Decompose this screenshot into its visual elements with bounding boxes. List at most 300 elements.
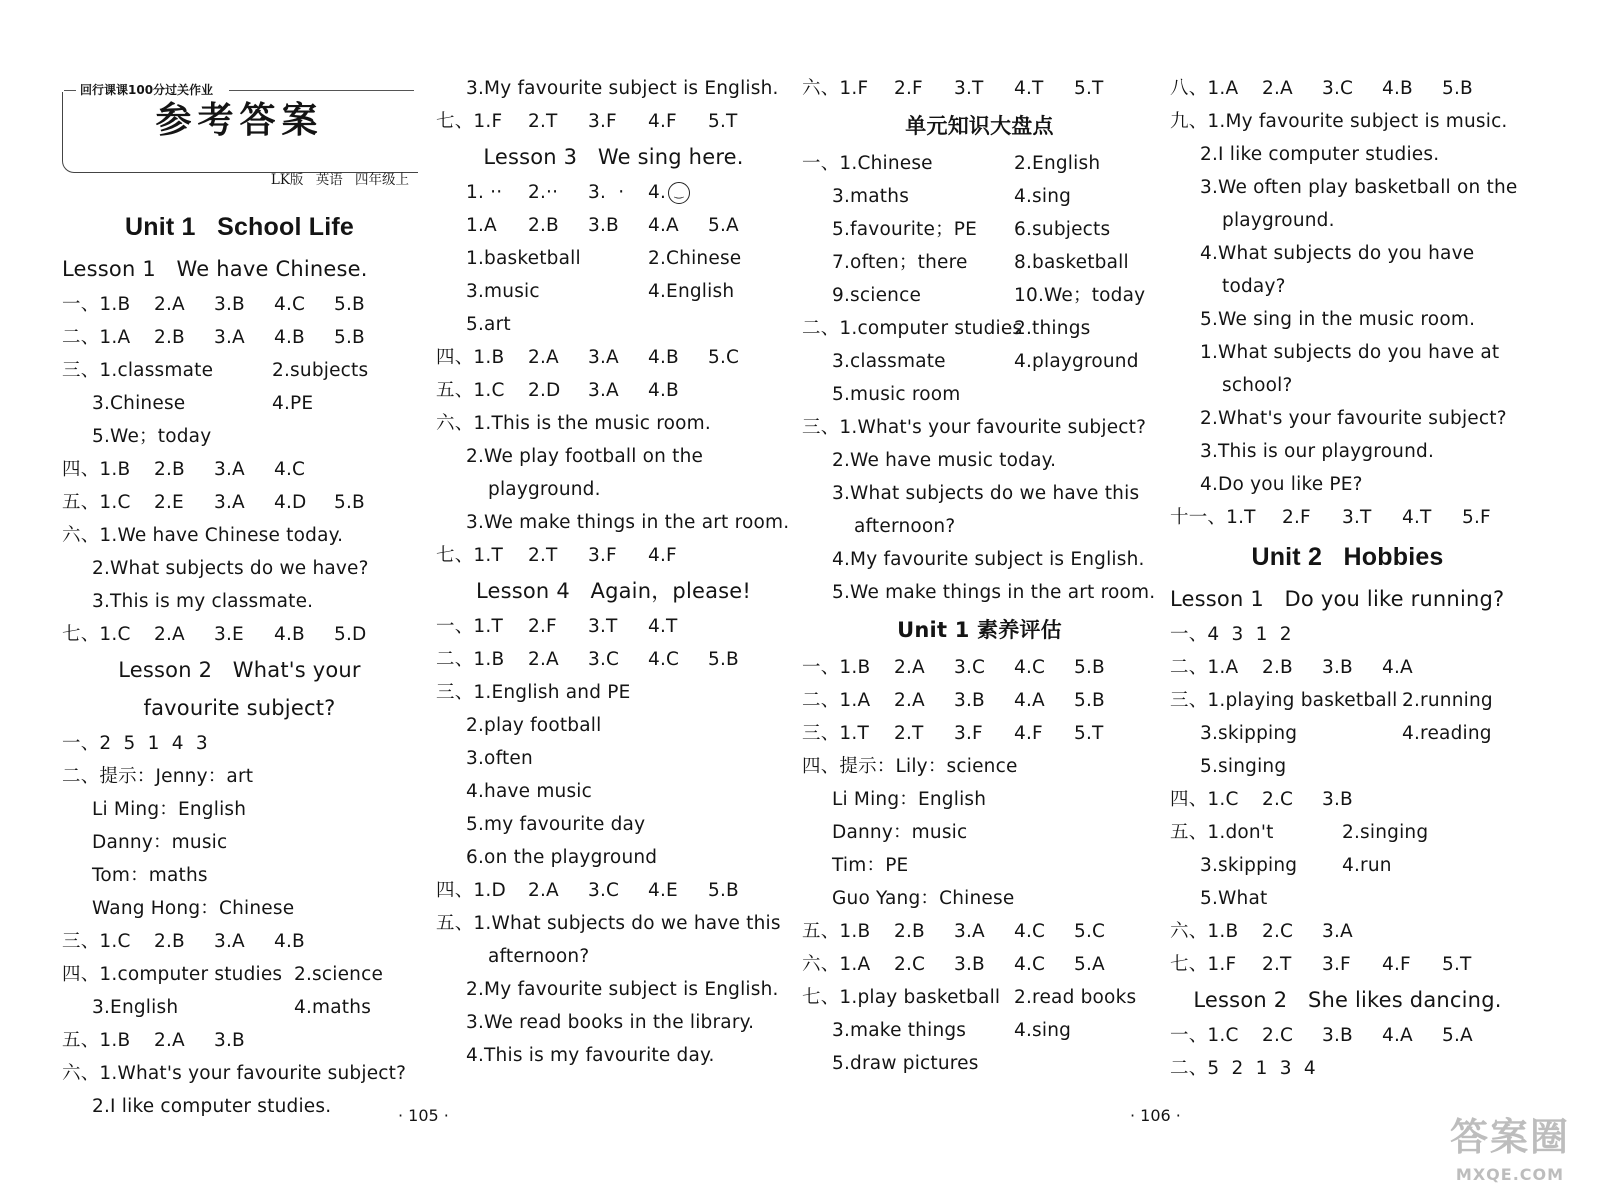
answer-item: 1. ·· xyxy=(466,182,509,203)
answer-item: 4.B xyxy=(274,327,305,348)
answer-line xyxy=(62,925,417,958)
answer-item: 3.A xyxy=(588,347,619,368)
unit-heading xyxy=(62,204,417,250)
answer-line xyxy=(1170,171,1525,204)
answer-line xyxy=(1170,72,1525,105)
answer-item: 3.F xyxy=(954,723,983,744)
answer-item: 4.reading xyxy=(1402,723,1492,744)
answer-item: 四、1.computer studies xyxy=(62,964,283,985)
answer-line xyxy=(802,1047,1157,1080)
answer-item: 二、1.B xyxy=(436,649,505,670)
answer-item: 2.English xyxy=(1014,153,1101,174)
answer-line xyxy=(1170,105,1525,138)
answer-line xyxy=(1170,270,1525,303)
answer-line xyxy=(1170,204,1525,237)
answer-item: 5.A xyxy=(1442,1025,1473,1046)
answer-line xyxy=(62,892,417,925)
answer-line xyxy=(802,213,1157,246)
lesson-heading xyxy=(1170,580,1525,618)
answer-item: 4.sing xyxy=(1014,186,1072,207)
lesson-heading xyxy=(436,572,791,610)
answer-item: 2.T xyxy=(1262,954,1292,975)
answer-line xyxy=(802,477,1157,510)
answer-item: 4.A xyxy=(1014,690,1045,711)
answer-line xyxy=(802,651,1157,684)
smiley-face-icon: ‿ xyxy=(668,182,690,204)
answer-item: 三、1.classmate xyxy=(62,360,214,381)
answer-item: 5.D xyxy=(334,624,367,645)
answer-item: 2.What subjects do we have? xyxy=(92,558,369,579)
answer-item: 2.B xyxy=(154,931,185,952)
heading-text: Unit 2 Hobbies xyxy=(1251,543,1444,571)
answer-line xyxy=(1170,1019,1525,1052)
answer-item: 5.F xyxy=(1462,507,1491,528)
answer-item: 3.A xyxy=(214,327,245,348)
answer-item: 2.I like computer studies. xyxy=(1200,144,1440,165)
answer-item: today? xyxy=(1222,276,1286,297)
answer-item: 五、1.C xyxy=(62,492,131,513)
answer-item: 二、1.A xyxy=(62,327,131,348)
answer-item: 5.music room xyxy=(832,384,961,405)
answer-item: 3.E xyxy=(214,624,244,645)
answer-item: 3.This is our playground. xyxy=(1200,441,1435,462)
answer-item: 2.What's your favourite subject? xyxy=(1200,408,1507,429)
answer-line xyxy=(1170,651,1525,684)
answer-item: 2.A xyxy=(1262,78,1293,99)
edition-subtitle: LK版 英语 四年级上 xyxy=(270,172,409,188)
answer-item: 四、1.B xyxy=(62,459,131,480)
answer-item: 五、1.What subjects do we have this xyxy=(436,913,781,934)
answer-line xyxy=(1170,684,1525,717)
answer-item: 2.A xyxy=(154,624,185,645)
answer-line xyxy=(436,676,791,709)
answer-item: 一、4 3 1 2 xyxy=(1170,624,1292,645)
answer-line xyxy=(436,72,791,105)
column-lines xyxy=(1170,72,1525,1085)
answer-line xyxy=(1170,750,1525,783)
answer-item: 5.What xyxy=(1200,888,1268,909)
answer-item: 10.We；today xyxy=(1014,285,1146,306)
answer-item: 4.A xyxy=(1382,1025,1413,1046)
answer-item: 4.F xyxy=(648,111,677,132)
answer-item: 一、1.C xyxy=(1170,1025,1239,1046)
answer-column-3 xyxy=(802,72,1157,1080)
answer-item: 七、1.C xyxy=(62,624,131,645)
answer-line xyxy=(436,473,791,506)
answer-item: 3.make things xyxy=(832,1020,967,1041)
answer-item: playground. xyxy=(488,479,601,500)
answer-line xyxy=(1170,783,1525,816)
answer-line xyxy=(802,246,1157,279)
answer-item: 2.B xyxy=(154,327,185,348)
answer-item: 4.C xyxy=(274,294,306,315)
answer-item: 3.English xyxy=(92,997,179,1018)
answer-item: 2.A xyxy=(528,880,559,901)
answer-item: 3.C xyxy=(588,880,620,901)
answer-line xyxy=(802,576,1157,609)
answer-line xyxy=(802,411,1157,444)
answer-item: 2.read books xyxy=(1014,987,1137,1008)
answer-line xyxy=(1170,948,1525,981)
answer-column-1 xyxy=(62,72,417,1123)
answer-item: 3.T xyxy=(588,616,618,637)
answer-item: 2.We play football on the xyxy=(466,446,704,467)
answer-item: 1.A xyxy=(466,215,497,236)
answer-item: 二、1.A xyxy=(1170,657,1239,678)
answer-item: 4.C xyxy=(274,459,306,480)
answer-line xyxy=(436,973,791,1006)
answer-line xyxy=(802,543,1157,576)
answer-item: 五、1.B xyxy=(62,1030,131,1051)
answer-item: 5.C xyxy=(1074,921,1106,942)
answer-line xyxy=(1170,618,1525,651)
answer-line xyxy=(802,444,1157,477)
answer-line xyxy=(802,684,1157,717)
answer-line xyxy=(1170,717,1525,750)
answer-key-header xyxy=(62,72,417,204)
answer-line xyxy=(1170,369,1525,402)
answer-line xyxy=(62,1057,417,1090)
answer-line xyxy=(802,816,1157,849)
answer-item: 3.B xyxy=(1322,657,1353,678)
answer-line xyxy=(436,610,791,643)
answer-line xyxy=(62,519,417,552)
answer-line xyxy=(436,341,791,374)
answer-item: 七、1.F xyxy=(436,111,503,132)
answer-item: 二、1.A xyxy=(802,690,871,711)
answer-item: 三、1.C xyxy=(62,931,131,952)
answer-item: school? xyxy=(1222,375,1293,396)
answer-item: 四、提示：Lily：science xyxy=(802,756,1018,777)
answer-item: 2.B xyxy=(1262,657,1293,678)
answer-item: 5.singing xyxy=(1200,756,1287,777)
answer-item: 4.sing xyxy=(1014,1020,1072,1041)
answer-item: 5.We sing in the music room. xyxy=(1200,309,1476,330)
lesson-heading xyxy=(62,689,417,727)
answer-item: Li Ming：English xyxy=(92,799,247,820)
unit-heading xyxy=(1170,534,1525,580)
answer-item: 4.What subjects do you have xyxy=(1200,243,1475,264)
answer-item: afternoon? xyxy=(488,946,590,967)
answer-item: 八、1.A xyxy=(1170,78,1239,99)
answer-line xyxy=(62,552,417,585)
heading-text: 单元知识大盘点 xyxy=(905,114,1054,138)
answer-item: 3.What subjects do we have this xyxy=(832,483,1140,504)
lesson-heading xyxy=(1170,981,1525,1019)
answer-item: 2.running xyxy=(1402,690,1493,711)
answer-item: 3.Chinese xyxy=(92,393,186,414)
heading-text: Unit 1 素养评估 xyxy=(897,618,1062,642)
answer-item: 3.T xyxy=(1342,507,1372,528)
answer-item: 4.B xyxy=(648,380,679,401)
answer-item: 7.often；there xyxy=(832,252,968,273)
answer-line xyxy=(436,742,791,775)
answer-line xyxy=(436,874,791,907)
answer-item: 5.T xyxy=(1442,954,1472,975)
answer-item: 5.A xyxy=(708,215,739,236)
heading-text: Lesson 3 We sing here. xyxy=(483,145,744,169)
answer-item: 3.This is my classmate. xyxy=(92,591,314,612)
answer-item: 4. ‿ xyxy=(648,176,690,209)
page-title: 参考答案 xyxy=(155,99,324,141)
answer-item: 5.T xyxy=(708,111,738,132)
answer-item: 5.B xyxy=(334,294,365,315)
answer-line xyxy=(802,882,1157,915)
answer-item: 3.A xyxy=(954,921,985,942)
answer-item: 六、1.B xyxy=(1170,921,1239,942)
answer-item: 5.draw pictures xyxy=(832,1053,979,1074)
answer-item: 六、1.This is the music room. xyxy=(436,413,711,434)
answer-item: 4.Do you like PE? xyxy=(1200,474,1363,495)
heading-text: Lesson 1 Do you like running? xyxy=(1170,587,1505,611)
answer-item: 9.science xyxy=(832,285,922,306)
answer-item: 5.favourite；PE xyxy=(832,219,978,240)
answer-line xyxy=(62,826,417,859)
answer-line xyxy=(62,354,417,387)
answer-item: 一、1.Chinese xyxy=(802,153,933,174)
answer-item: 4.English xyxy=(648,281,735,302)
answer-item: 5.We；today xyxy=(92,426,212,447)
answer-line xyxy=(436,506,791,539)
answer-item: 2.A xyxy=(528,347,559,368)
section-heading xyxy=(802,609,1157,651)
answer-line xyxy=(1170,501,1525,534)
answer-item: 2.science xyxy=(294,964,384,985)
answer-line xyxy=(1170,138,1525,171)
answer-item: 二、1.computer studies xyxy=(802,318,1023,339)
answer-item: 六、1.A xyxy=(802,954,871,975)
answer-line xyxy=(62,420,417,453)
answer-item: 四、1.C xyxy=(1170,789,1239,810)
answer-line xyxy=(802,915,1157,948)
answer-line xyxy=(1170,1052,1525,1085)
answer-item: 七、1.F xyxy=(1170,954,1237,975)
answer-item: 3.F xyxy=(1322,954,1351,975)
lesson-heading xyxy=(62,651,417,689)
answer-item: 4.A xyxy=(1382,657,1413,678)
answer-item: 2.Chinese xyxy=(648,248,742,269)
answer-item: 3.We read books in the library. xyxy=(466,1012,755,1033)
answer-line xyxy=(436,775,791,808)
answer-item: 4.B xyxy=(1382,78,1413,99)
answer-item: 6.subjects xyxy=(1014,219,1111,240)
answer-item: 5.B xyxy=(1074,657,1105,678)
answer-line xyxy=(436,841,791,874)
answer-line xyxy=(802,717,1157,750)
answer-item: 九、1.My favourite subject is music. xyxy=(1170,111,1508,132)
answer-item: 3.F xyxy=(588,545,617,566)
answer-item: 2.A xyxy=(154,1030,185,1051)
answer-item: 5.B xyxy=(1442,78,1473,99)
answer-line xyxy=(1170,237,1525,270)
heading-text: Unit 1 School Life xyxy=(124,213,354,241)
answer-item: 3.often xyxy=(466,748,533,769)
answer-item: 四、1.D xyxy=(436,880,506,901)
answer-item: Danny：music xyxy=(92,832,228,853)
answer-item: 4.T xyxy=(648,616,678,637)
answer-item: 3.skipping xyxy=(1200,855,1298,876)
heading-text: Lesson 2 She likes dancing. xyxy=(1193,988,1502,1012)
answer-item: 5.B xyxy=(334,327,365,348)
answer-item: 3.A xyxy=(588,380,619,401)
answer-line xyxy=(802,981,1157,1014)
answer-item: 3.We often play basketball on the xyxy=(1200,177,1518,198)
answer-line xyxy=(1170,816,1525,849)
answer-item: 3.B xyxy=(214,1030,245,1051)
answer-item: 2.B xyxy=(894,921,925,942)
answer-line xyxy=(802,783,1157,816)
answer-item: 3.C xyxy=(1322,78,1354,99)
answer-line xyxy=(802,279,1157,312)
answer-line xyxy=(802,750,1157,783)
answer-line xyxy=(436,907,791,940)
answer-line xyxy=(802,180,1157,213)
brand-label: 回行课课100分过关作业 xyxy=(80,83,214,97)
answer-line xyxy=(1170,468,1525,501)
answer-item: 2.We have music today. xyxy=(832,450,1057,471)
answer-item: 5.We make things in the art room. xyxy=(832,582,1156,603)
answer-item: 四、1.B xyxy=(436,347,505,368)
answer-item: 4.T xyxy=(1402,507,1432,528)
answer-line xyxy=(436,242,791,275)
answer-line xyxy=(802,948,1157,981)
answer-line xyxy=(62,453,417,486)
answer-item: 5.A xyxy=(1074,954,1105,975)
lesson-heading xyxy=(436,138,791,176)
answer-line xyxy=(802,510,1157,543)
answer-item: 七、1.play basketball xyxy=(802,987,1001,1008)
answer-item: 3.A xyxy=(214,459,245,480)
page-number-105: · 105 · xyxy=(398,1106,449,1125)
heading-text: Lesson 1 We have Chinese. xyxy=(62,257,368,281)
answer-item: Guo Yang：Chinese xyxy=(832,888,1015,909)
answer-item: 六、1.F xyxy=(802,78,869,99)
answer-item: 2.T xyxy=(894,723,924,744)
answer-item: 5.T xyxy=(1074,723,1104,744)
answer-item: 六、1.What's your favourite subject? xyxy=(62,1063,407,1084)
answer-line xyxy=(1170,435,1525,468)
answer-item: 2.singing xyxy=(1342,822,1429,843)
answer-item: 3.C xyxy=(954,657,986,678)
heading-text: Lesson 2 What's your xyxy=(118,658,361,682)
answer-line xyxy=(436,176,791,209)
answer-line xyxy=(436,1039,791,1072)
answer-item: 4.This is my favourite day. xyxy=(466,1045,715,1066)
answer-item: 2.A xyxy=(528,649,559,670)
answer-line xyxy=(436,1006,791,1039)
answer-item: playground. xyxy=(1222,210,1335,231)
answer-item: 3.C xyxy=(588,649,620,670)
answer-item: 2.F xyxy=(894,78,923,99)
answer-item: 七、1.T xyxy=(436,545,503,566)
answer-item: 1.What subjects do you have at xyxy=(1200,342,1500,363)
answer-line xyxy=(62,486,417,519)
answer-item: 3.music xyxy=(466,281,540,302)
answer-line xyxy=(802,378,1157,411)
watermark-mark: 答案圈 xyxy=(1449,1115,1570,1159)
answer-item: Li Ming：English xyxy=(832,789,987,810)
answer-item: 3.skipping xyxy=(1200,723,1298,744)
answer-item: 2.A xyxy=(894,690,925,711)
answer-item: 4.PE xyxy=(272,393,314,414)
answer-item: 4.C xyxy=(1014,657,1046,678)
answer-item: 4.F xyxy=(1014,723,1043,744)
answer-item: 2.A xyxy=(154,294,185,315)
answer-item: 三、1.What's your favourite subject? xyxy=(802,417,1147,438)
answer-item: 4.C xyxy=(1014,921,1046,942)
watermark-url: MXQE.COM xyxy=(1455,1165,1565,1184)
answer-item: 4.My favourite subject is English. xyxy=(832,549,1145,570)
answer-line xyxy=(62,859,417,892)
answer-line xyxy=(436,275,791,308)
answer-line xyxy=(436,539,791,572)
answer-item: 3.B xyxy=(954,954,985,975)
answer-item: 六、1.We have Chinese today. xyxy=(62,525,344,546)
answer-item: 4.maths xyxy=(294,997,372,1018)
answer-item: 一、1.T xyxy=(436,616,503,637)
answer-item: 3.My favourite subject is English. xyxy=(466,78,779,99)
answer-item: 3.A xyxy=(214,931,245,952)
answer-item: 2.F xyxy=(1282,507,1311,528)
answer-line xyxy=(436,643,791,676)
answer-item: 4.C xyxy=(1014,954,1046,975)
answer-item: 3.classmate xyxy=(832,351,946,372)
watermark-logo xyxy=(1430,1110,1590,1196)
answer-item: 十一、1.T xyxy=(1170,507,1256,528)
answer-item: 8.basketball xyxy=(1014,252,1129,273)
answer-item: 二、5 2 1 3 4 xyxy=(1170,1058,1316,1079)
answer-line xyxy=(62,618,417,651)
answer-item: 2.I like computer studies. xyxy=(92,1096,332,1117)
answer-item: 一、1.B xyxy=(62,294,131,315)
answer-item: 3.B xyxy=(1322,789,1353,810)
answer-line xyxy=(1170,849,1525,882)
answer-line xyxy=(1170,402,1525,435)
answer-item: 5.B xyxy=(708,880,739,901)
answer-item: 5.C xyxy=(708,347,740,368)
answer-item: 2.F xyxy=(528,616,557,637)
answer-line xyxy=(802,849,1157,882)
answer-item: 2.E xyxy=(154,492,184,513)
answer-item: 五、1.B xyxy=(802,921,871,942)
answer-item: 3.B xyxy=(214,294,245,315)
answer-item: 6.on the playground xyxy=(466,847,658,868)
answer-item: 3.T xyxy=(954,78,984,99)
answer-item: 2.subjects xyxy=(272,360,369,381)
answer-item: 三、1.English and PE xyxy=(436,682,631,703)
answer-item: 2.things xyxy=(1014,318,1091,339)
answer-column-4 xyxy=(1170,72,1525,1085)
answer-item: afternoon? xyxy=(854,516,956,537)
answer-item: 一、2 5 1 4 3 xyxy=(62,733,208,754)
answer-item: Wang Hong：Chinese xyxy=(92,898,295,919)
answer-item: 4.F xyxy=(648,545,677,566)
answer-item: 4.F xyxy=(1382,954,1411,975)
answer-item: 二、提示：Jenny：art xyxy=(62,766,254,787)
answer-item: 4.D xyxy=(274,492,307,513)
answer-line xyxy=(802,147,1157,180)
answer-line xyxy=(62,958,417,991)
page-number-106: · 106 · xyxy=(1130,1106,1181,1125)
answer-item: 5.B xyxy=(1074,690,1105,711)
answer-line xyxy=(62,727,417,760)
answer-column-2 xyxy=(436,72,791,1072)
answer-item: 2.C xyxy=(1262,789,1294,810)
answer-item: Tom：maths xyxy=(92,865,208,886)
left-page xyxy=(0,0,790,1200)
answer-item: 2.T xyxy=(528,545,558,566)
answer-item: Tim：PE xyxy=(832,855,909,876)
